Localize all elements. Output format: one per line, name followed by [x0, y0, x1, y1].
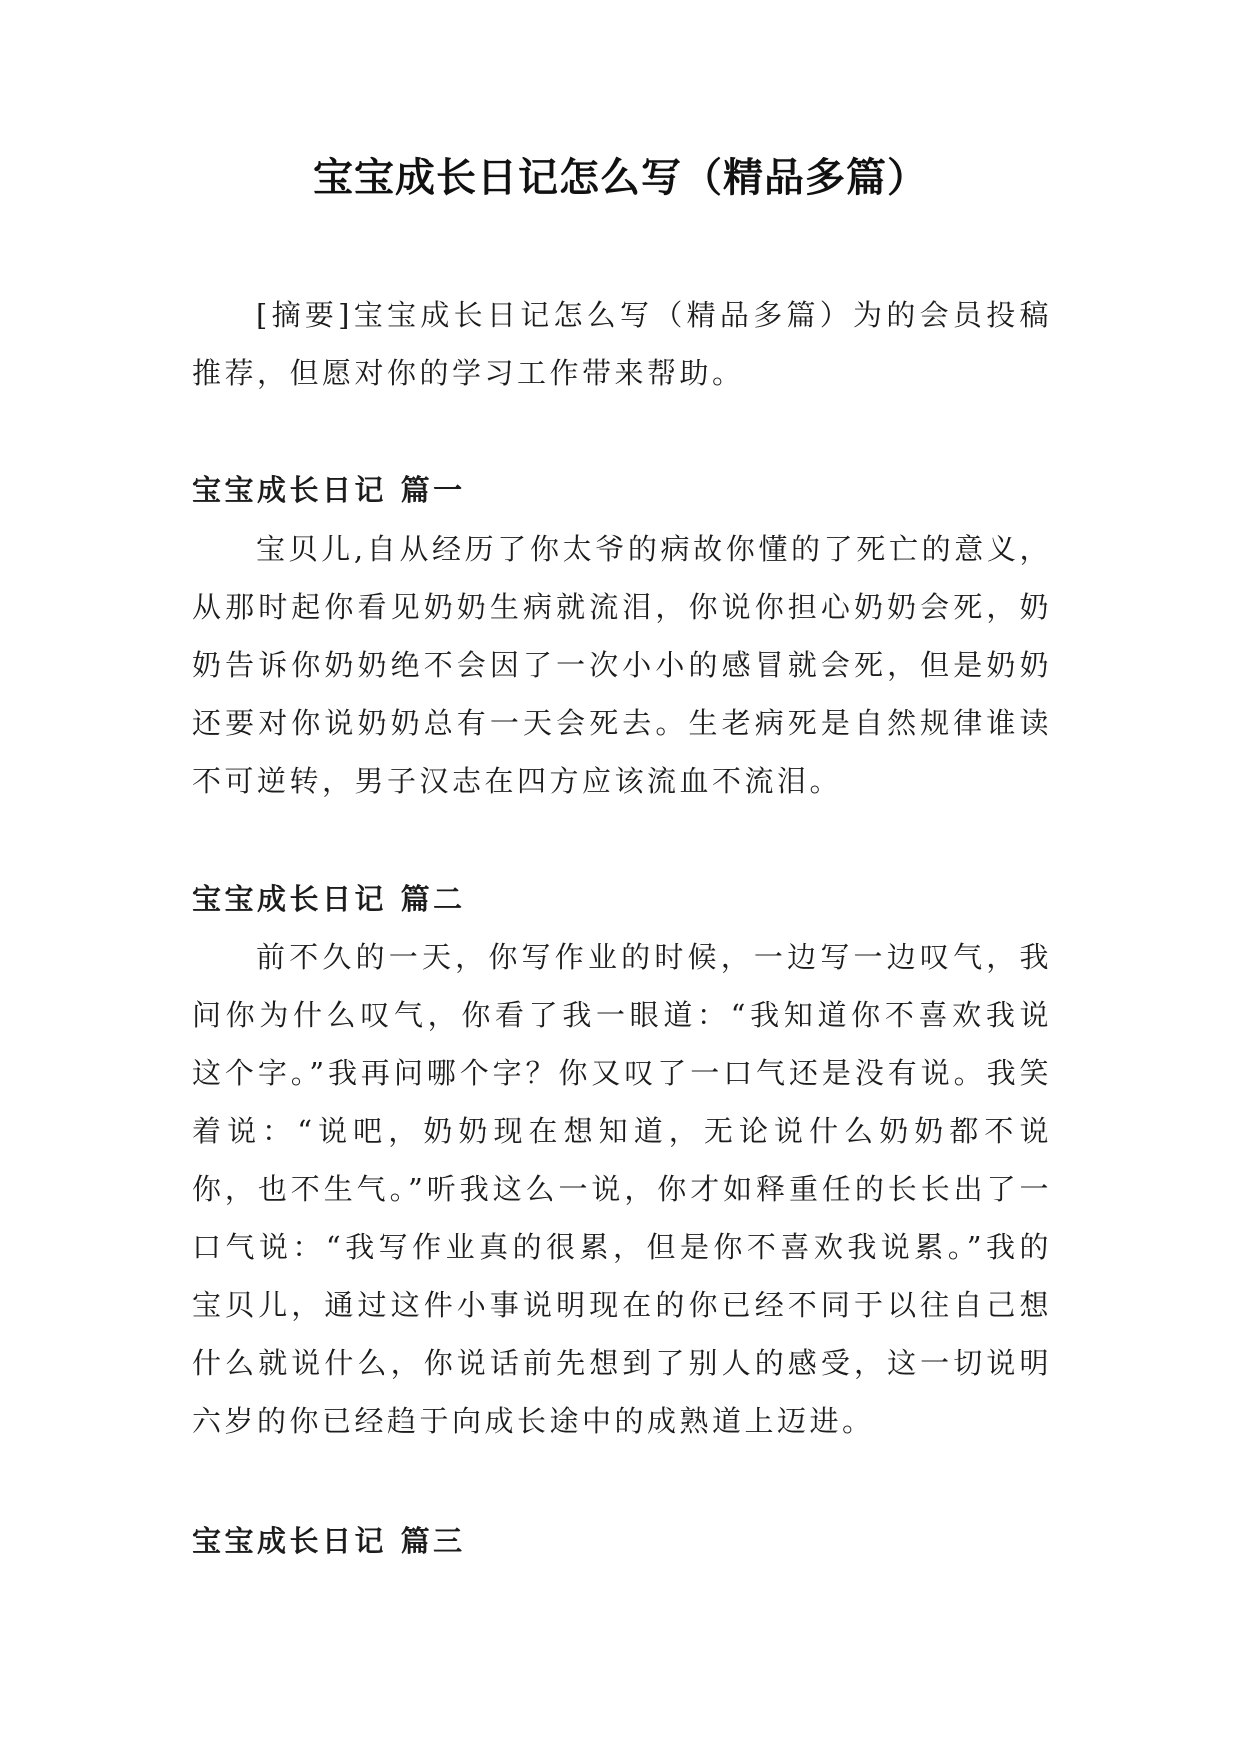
- document-title: 宝宝成长日记怎么写（精品多篇）: [313, 155, 928, 201]
- abstract-paragraph: [摘要]宝宝成长日记怎么写（精品多篇）为的会员投稿推荐，但愿对你的学习工作带来帮助。: [192, 298, 1052, 390]
- section-heading-2: 宝宝成长日记 篇二: [192, 882, 466, 916]
- section-heading-1: 宝宝成长日记 篇一: [192, 473, 466, 507]
- section-heading-3: 宝宝成长日记 篇三: [192, 1524, 466, 1558]
- section-body-2: 前不久的一天，你写作业的时候，一边写一边叹气，我问你为什么叹气，你看了我一眼道：“我知道你不喜欢我说这个字。”我再问哪个字？你又叹了一口气还是没有说。我笑着说：“说吧，奶奶现在想知道，无论说什么奶奶都不说你，也不生气。”听我这么一说，你才如释重任的长长出了一口气说：“我写作业真的很累，但是你不喜欢我说累。”我的宝贝儿，通过这件小事说明现在的你已经不同于以往自己想什么就说什么，你说话前先想到了别人的感受，这一切说明六岁的你已经趋于向成长途中的成熟道上迈进。: [192, 940, 1052, 1438]
- section-body-1: 宝贝儿,自从经历了你太爷的病故你懂的了死亡的意义，从那时起你看见奶奶生病就流泪，你说你担心奶奶会死，奶奶告诉你奶奶绝不会因了一次小小的感冒就会死，但是奶奶还要对你说奶奶总有一天会死去。生老病死是自然规律谁读不可逆转，男子汉志在四方应该流血不流泪。: [192, 532, 1052, 798]
